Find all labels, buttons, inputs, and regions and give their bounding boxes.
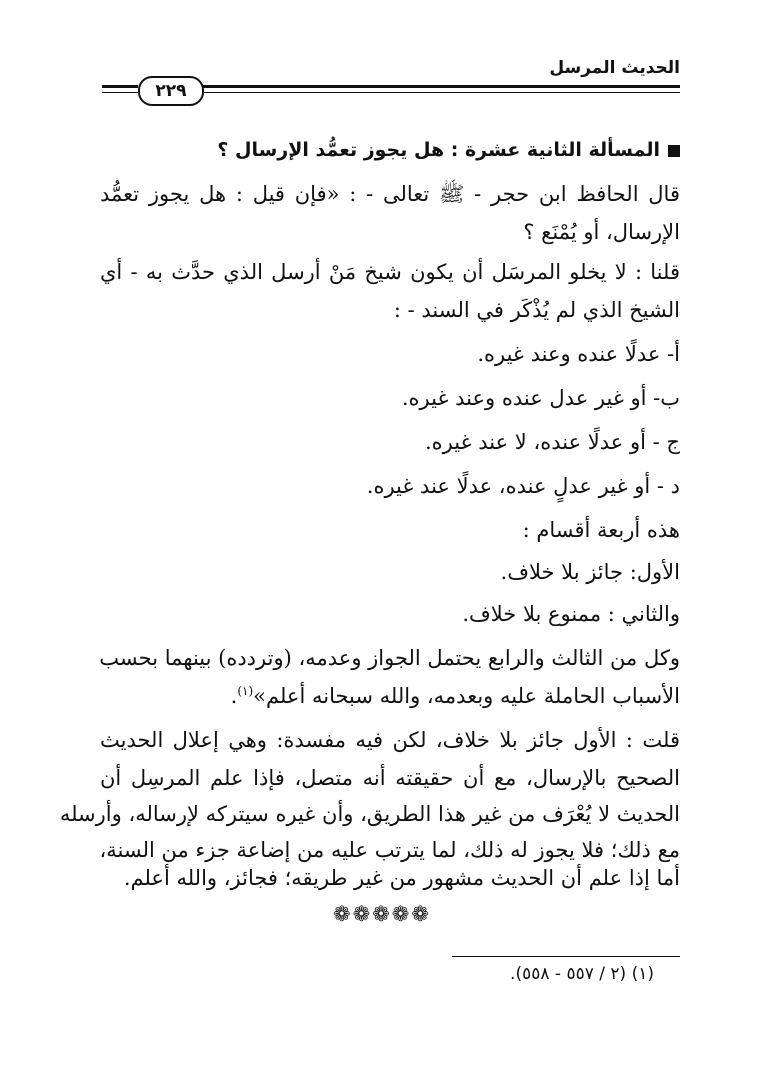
text-line-16: الحديث لا يُعْرَف من غير هذا الطريق، وأن غيره سيتركه لإرساله، وأرسله: [59, 802, 680, 826]
running-title: الحديث المرسل: [549, 58, 680, 78]
text-line-13: [100, 682, 680, 710]
text-line-13-period: .: [230, 684, 238, 708]
page-number-badge: ٢٢٩: [138, 76, 204, 106]
text-line-14: قلت : الأول جائز بلا خلاف، لكن فيه مفسدة: وهي إعلال الحديث: [100, 728, 680, 752]
footnote-marker: (١): [237, 684, 254, 698]
header-rule-thick: [200, 85, 680, 88]
header-rule-thin: [200, 92, 680, 93]
ornament-divider-icon: ❁❁❁❁❁: [333, 902, 431, 926]
square-bullet-icon: [668, 145, 680, 157]
footnote-rule: [452, 956, 680, 957]
footnote: (١) (٢ / ٥٥٧ - ٥٥٨).: [510, 964, 654, 984]
categories-intro: هذه أربعة أقسام :: [522, 518, 680, 542]
text-line-4: الشيخ الذي لم يُذْكَر في السند - :: [393, 298, 680, 322]
text-line-1: قال الحافظ ابن حجر - ﷺ تعالى - : «فإن قيل : هل يجوز تعمُّد: [100, 182, 680, 206]
text-line-3: قلنا : لا يخلو المرسَل أن يكون شيخ مَنْ أرسل الذي حدَّث به - أي: [100, 260, 680, 284]
text-line-17: مع ذلك؛ فلا يجوز له ذلك، لما يترتب عليه من إضاعة جزء من السنة،: [99, 838, 680, 862]
header-rule-left-thin: [102, 92, 138, 93]
header-rule-left-thick: [102, 85, 138, 88]
section-heading: [100, 136, 680, 164]
first-category: الأول: جائز بلا خلاف.: [500, 560, 680, 584]
text-line-12: وكل من الثالث والرابع يحتمل الجواز وعدمه، (وتردده) بينهما بحسب: [99, 646, 680, 670]
text-line-13-body: الأسباب الحاملة عليه وبعدمه، والله سبحانه أعلم»: [253, 684, 680, 708]
text-line-18: أما إذا علم أن الحديث مشهور من غير طريقه؛ فجائز، والله أعلم.: [123, 866, 680, 890]
list-item-b: ب- أو غير عدل عنده وعند غيره.: [401, 386, 680, 410]
list-item-c: ج - أو عدلًا عنده، لا عند غيره.: [424, 430, 680, 454]
list-item-a: أ- عدلًا عنده وعند غيره.: [477, 342, 680, 366]
section-heading-text: المسألة الثانية عشرة : هل يجوز تعمُّد الإرسال ؟: [217, 139, 660, 161]
text-line-15: الصحيح بالإرسال، مع أن حقيقته أنه متصل، فإذا علم المرسِل أن: [100, 766, 680, 790]
list-item-d: د - أو غير عدلٍ عنده، عدلًا عند غيره.: [366, 474, 680, 498]
text-line-2: الإرسال، أو يُمْنَع ؟: [523, 220, 680, 244]
second-category: والثاني : ممنوع بلا خلاف.: [462, 602, 680, 626]
